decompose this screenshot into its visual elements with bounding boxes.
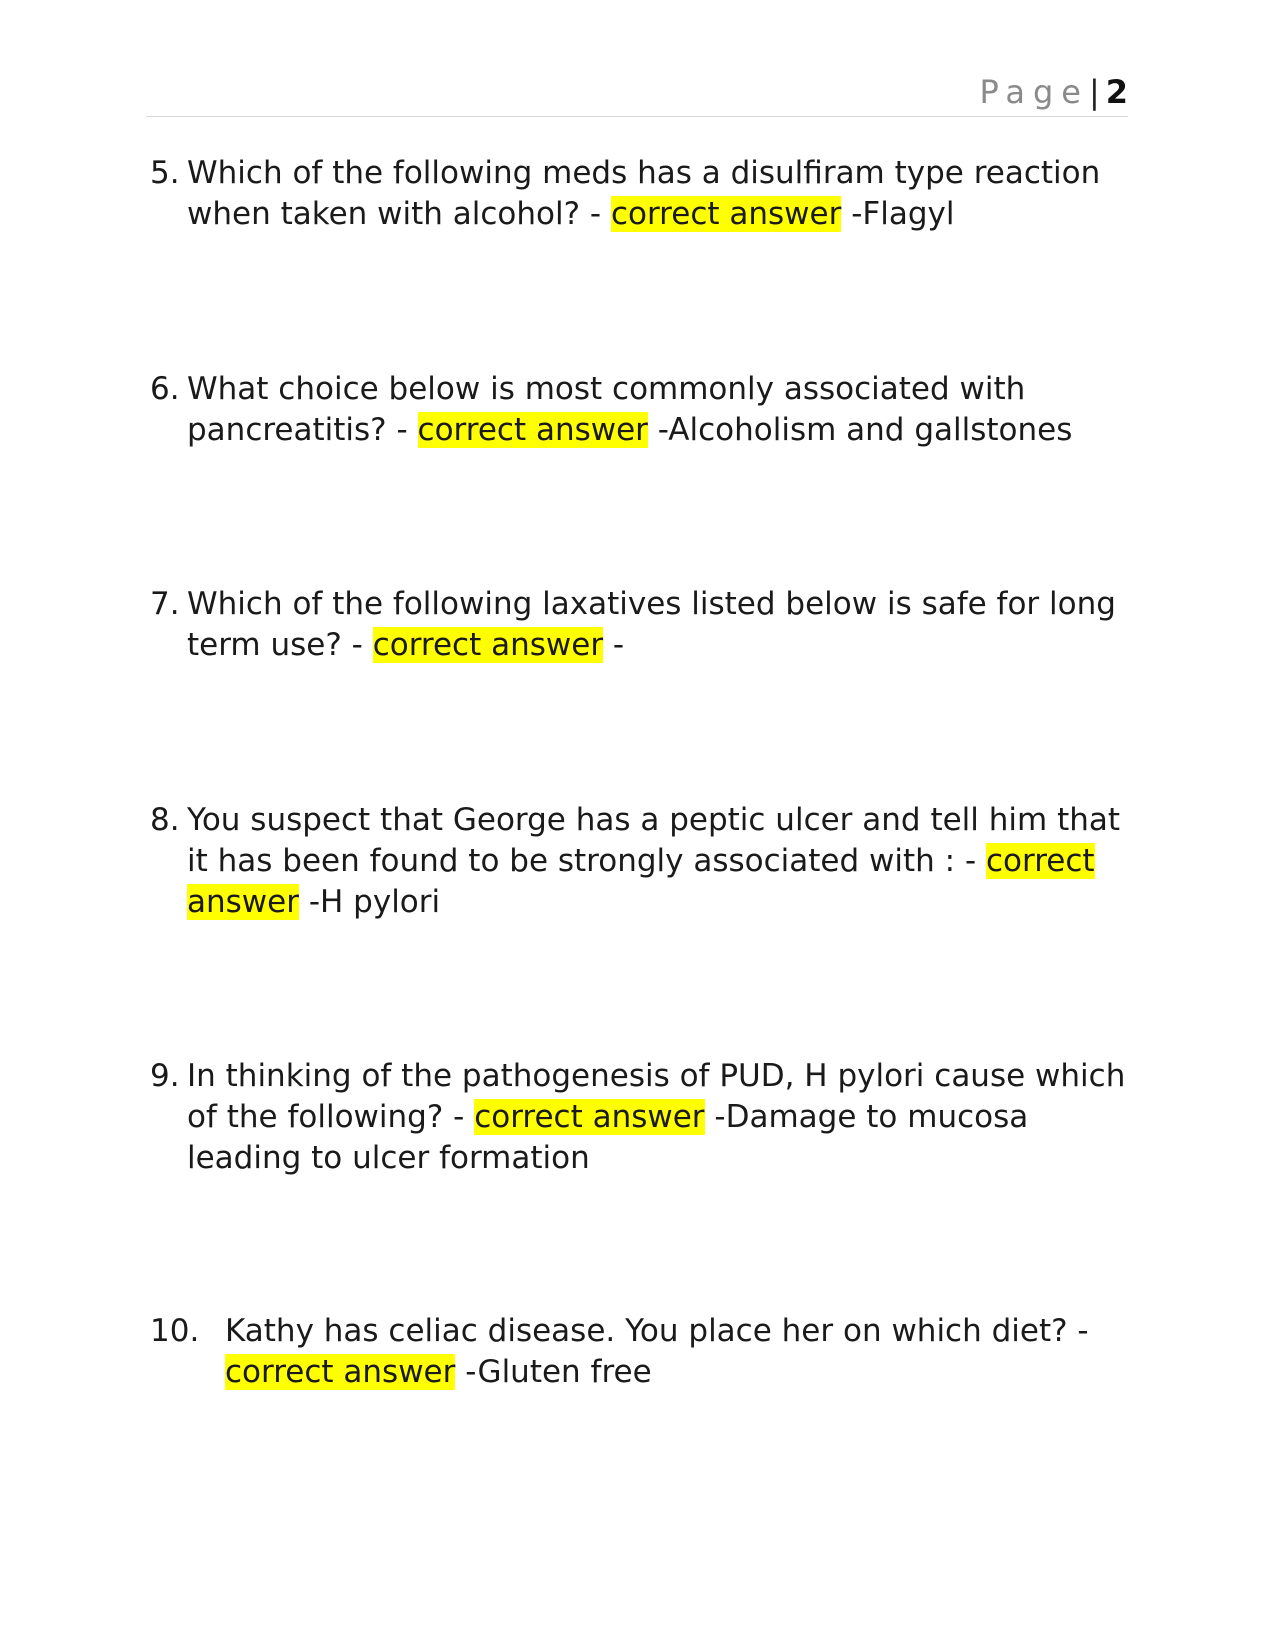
answer-text: -Alcoholism and gallstones [647,412,1073,448]
question-number: 7. [150,586,180,622]
page-header [146,70,1128,117]
correct-answer-highlight: correct answer [610,196,842,232]
answer-text: -Damage to mucosa leading to ulcer formation [187,1099,1029,1176]
page-label: Page [979,73,1089,111]
page-number [979,74,1128,110]
answer-text: -Gluten free [455,1354,652,1390]
question-item [150,1056,1130,1179]
question-text: Which of the following meds has a disulfiram type reaction when taken with alcohol? - [187,155,1101,232]
question-number: 9. [150,1058,180,1094]
correct-answer-highlight: correct answer [187,843,1095,920]
correct-answer-highlight: correct answer [225,1354,456,1390]
correct-answer-highlight: correct answer [474,1099,705,1135]
question-number: 6. [150,371,180,407]
question-item [150,1311,1130,1393]
question-body [187,584,1130,666]
answer-text: -H pylori [298,884,441,920]
question-text: Kathy has celiac disease. You place her on which diet? - [225,1313,1089,1349]
question-text: You suspect that George has a peptic ulcer and tell him that it has been found to be strongly associated with : - [187,802,1121,879]
question-item [150,153,1130,235]
question-number: 10. [150,1313,200,1349]
correct-answer-highlight: correct answer [417,412,648,448]
question-text: In thinking of the pathogenesis of PUD, H pylori cause which of the following? - [187,1058,1126,1135]
question-body [225,1311,1130,1393]
correct-answer-highlight: correct answer [372,627,604,663]
question-body [187,1056,1130,1179]
answer-text: - [603,627,625,663]
question-body [187,153,1130,235]
question-item [150,369,1130,451]
question-number: 5. [150,155,180,191]
answer-text: -Flagyl [841,196,955,232]
question-text: What choice below is most commonly associated with pancreatitis? - [187,371,1026,448]
question-number: 8. [150,802,180,838]
question-item [150,584,1130,666]
page-number-value: 2 [1105,73,1128,111]
question-item [150,800,1130,923]
question-body [187,800,1130,923]
question-body [187,369,1130,451]
page-separator: | [1088,73,1100,111]
question-text: Which of the following laxatives listed below is safe for long term use? - [187,586,1116,663]
